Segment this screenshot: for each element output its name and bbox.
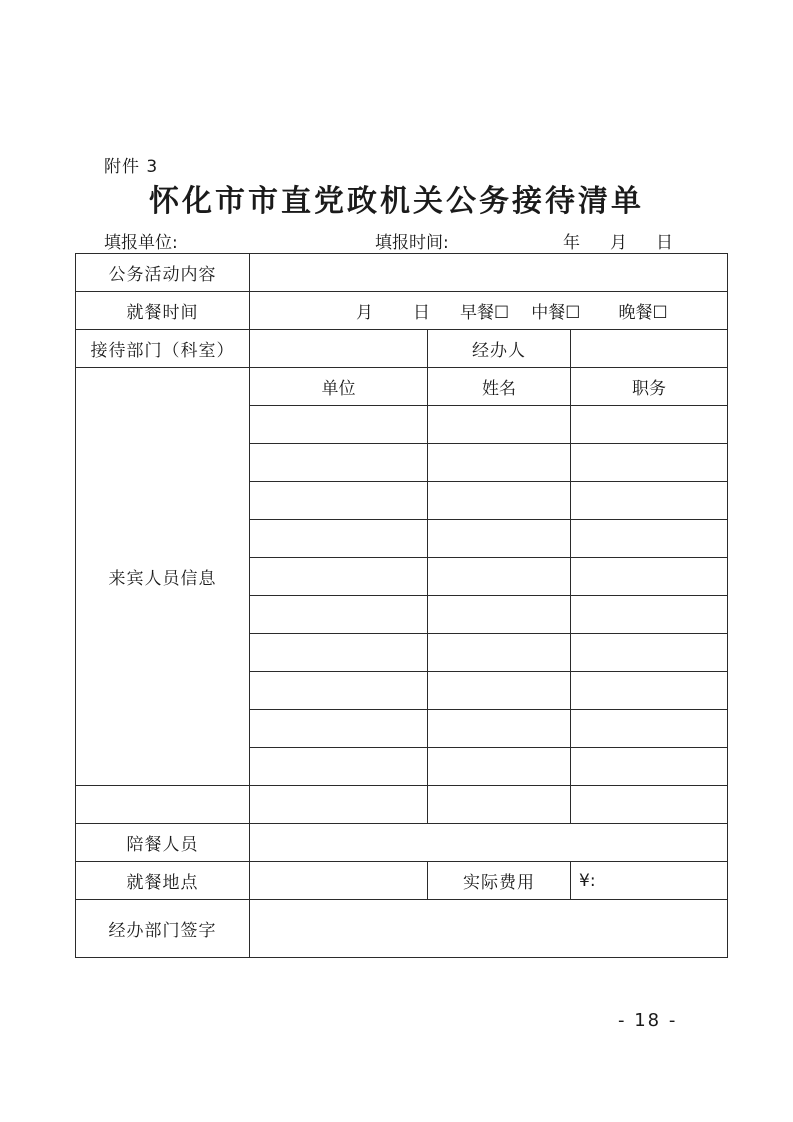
guest-name-cell[interactable]: [428, 558, 571, 596]
guest-position-cell[interactable]: [571, 634, 728, 672]
guest-unit-cell[interactable]: [250, 558, 428, 596]
handler-field[interactable]: [571, 330, 728, 368]
breakfast-checkbox[interactable]: 早餐☐: [460, 303, 510, 323]
activity-label: 公务活动内容: [76, 254, 250, 292]
guest-name-cell[interactable]: [428, 596, 571, 634]
fill-time-label: 填报时间:: [375, 233, 449, 253]
guest-info-label: 来宾人员信息: [76, 368, 250, 786]
blank-cell[interactable]: [428, 786, 571, 824]
guest-position-cell[interactable]: [571, 406, 728, 444]
guest-name-cell[interactable]: [428, 406, 571, 444]
sign-row: [76, 900, 728, 958]
fill-month-label: 月: [610, 233, 627, 253]
guest-unit-cell[interactable]: [250, 672, 428, 710]
blank-cell[interactable]: [250, 786, 428, 824]
page-title: 怀化市市直党政机关公务接待清单: [149, 184, 644, 219]
fill-year-label: 年: [563, 233, 580, 253]
sign-label: 经办部门签字: [76, 900, 250, 958]
guest-position-cell[interactable]: [571, 444, 728, 482]
guest-position-cell[interactable]: [571, 596, 728, 634]
guest-position-cell[interactable]: [571, 748, 728, 786]
venue-row: [76, 862, 728, 900]
meal-time-row: [76, 292, 728, 330]
accompany-field[interactable]: [250, 824, 728, 862]
attachment-label: 附件 3: [104, 157, 159, 177]
guest-unit-cell[interactable]: [250, 596, 428, 634]
handler-label: 经办人: [428, 330, 571, 368]
guest-name-cell[interactable]: [428, 482, 571, 520]
guest-name-cell[interactable]: [428, 672, 571, 710]
guest-name-cell[interactable]: [428, 444, 571, 482]
page-number: - 18 -: [618, 1010, 678, 1031]
fill-unit-label: 填报单位:: [104, 233, 178, 253]
dinner-checkbox[interactable]: 晚餐☐: [618, 303, 668, 323]
meal-day-label: 日: [413, 303, 430, 323]
dept-label: 接待部门（科室）: [76, 330, 250, 368]
guest-unit-cell[interactable]: [250, 444, 428, 482]
guest-unit-cell[interactable]: [250, 634, 428, 672]
meal-month-label: 月: [356, 303, 373, 323]
guest-unit-cell[interactable]: [250, 710, 428, 748]
guest-position-cell[interactable]: [571, 482, 728, 520]
reception-form-table: [75, 253, 728, 958]
cost-field[interactable]: ¥:: [571, 862, 728, 900]
accompany-label: 陪餐人员: [76, 824, 250, 862]
fill-day-label: 日: [656, 233, 673, 253]
guest-position-cell[interactable]: [571, 558, 728, 596]
guest-col-name: 姓名: [428, 368, 571, 406]
guest-col-position: 职务: [571, 368, 728, 406]
guest-position-cell[interactable]: [571, 520, 728, 558]
blank-label-cell[interactable]: [76, 786, 250, 824]
lunch-checkbox[interactable]: 中餐☐: [531, 303, 581, 323]
blank-cell[interactable]: [571, 786, 728, 824]
sign-field[interactable]: [250, 900, 728, 958]
guest-unit-cell[interactable]: [250, 748, 428, 786]
cost-label: 实际费用: [428, 862, 571, 900]
guest-position-cell[interactable]: [571, 710, 728, 748]
accompany-row: [76, 824, 728, 862]
venue-field[interactable]: [250, 862, 428, 900]
guest-unit-cell[interactable]: [250, 406, 428, 444]
meal-time-label: 就餐时间: [76, 292, 250, 330]
guest-name-cell[interactable]: [428, 634, 571, 672]
meal-time-field[interactable]: [250, 292, 728, 330]
activity-field[interactable]: [250, 254, 728, 292]
guest-col-unit: 单位: [250, 368, 428, 406]
dept-field[interactable]: [250, 330, 428, 368]
dept-row: [76, 330, 728, 368]
guest-unit-cell[interactable]: [250, 520, 428, 558]
venue-label: 就餐地点: [76, 862, 250, 900]
guest-name-cell[interactable]: [428, 748, 571, 786]
guest-name-cell[interactable]: [428, 520, 571, 558]
blank-row: [76, 786, 728, 824]
guest-unit-cell[interactable]: [250, 482, 428, 520]
guest-header-row: [76, 368, 728, 406]
activity-row: [76, 254, 728, 292]
guest-position-cell[interactable]: [571, 672, 728, 710]
guest-name-cell[interactable]: [428, 710, 571, 748]
